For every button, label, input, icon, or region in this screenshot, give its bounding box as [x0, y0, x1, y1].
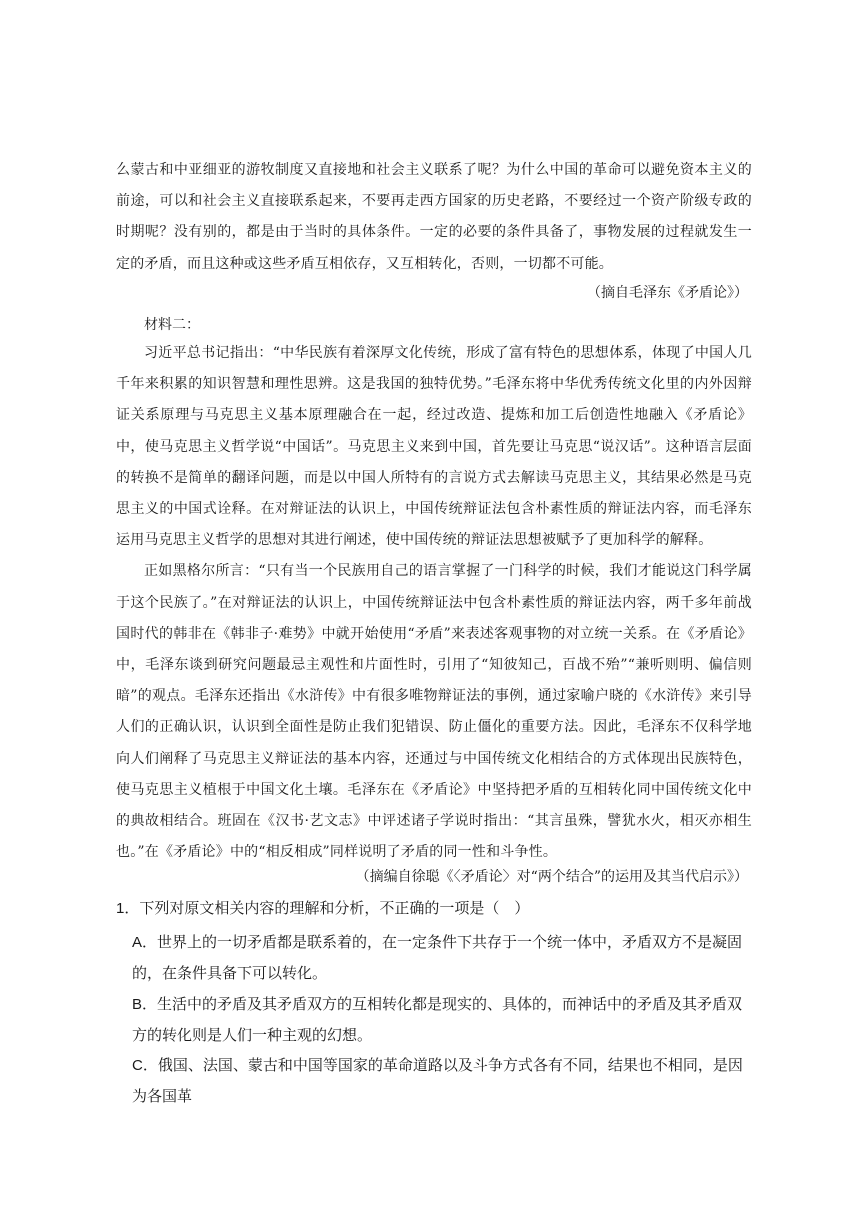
material1-paragraph-end: 么蒙古和中亚细亚的游牧制度又直接地和社会主义联系了呢？为什么中国的革命可以避免资本主义的前途，可以和社会主义直接联系起来，不要再走西方国家的历史老路，不要经过一个资产阶级专政的时期呢？没有别的，都是由于当时的具体条件。一定的必要的条件具备了，事物发展的过程就发生一定的矛盾，而且这种或这些矛盾互相依存，又互相转化，否则，一切都不可能。 [116, 162, 752, 272]
option-a-text: A．世界上的一切矛盾都是联系着的，在一定条件下共存于一个统一体中，矛盾双方不是凝固的，在条件具备下可以转化。 [132, 934, 743, 982]
option-b-text: B．生活中的矛盾及其矛盾双方的互相转化都是现实的、具体的，而神话中的矛盾及其矛盾双方的转化则是人们一种主观的幻想。 [132, 996, 743, 1044]
question-1-option-c[interactable] [132, 1050, 754, 1112]
question-1 [116, 898, 756, 920]
material2-paragraph-1: 习近平总书记指出：“中华民族有着深厚文化传统，形成了富有特色的思想体系，体现了中国人几千年来积累的知识智慧和理性思辨。这是我国的独特优势。”毛泽东将中华优秀传统文化里的内外因辩证关系原理与马克思主义基本原理融合在一起，经过改造、提炼和加工后创造性地融入《矛盾论》中，使马克思主义哲学说“中国话”。马克思主义来到中国，首先要让马克思“说汉话”。这种语言层面的转换不是简单的翻译问题，而是以中国人所特有的言说方式去解读马克思主义，其结果必然是马克思主义的中国式诠释。在对辩证法的认识上，中国传统辩证法包含朴素性质的辩证法内容，而毛泽东运用马克思主义哲学的思想对其进行阐述，使中国传统的辩证法思想被赋予了更加科学的解释。 [116, 345, 752, 549]
material2-section [116, 338, 752, 868]
material1-section [116, 155, 752, 280]
material2-heading: 材料二： [144, 317, 200, 333]
material1-source: （摘自毛泽东《矛盾论》） [587, 285, 748, 301]
question-1-stem: 1．下列对原文相关内容的理解和分析，不正确的一项是（ ） [116, 900, 530, 917]
material2-source: （摘编自徐聪《〈矛盾论〉对“两个结合”的运用及其当代启示》） [355, 869, 748, 885]
question-1-option-a[interactable] [132, 927, 754, 989]
option-c-text: C．俄国、法国、蒙古和中国等国家的革命道路以及斗争方式各有不同，结果也不相同，是因为各国革 [132, 1057, 743, 1105]
question-1-option-b[interactable] [132, 989, 754, 1051]
material2-paragraph-2: 正如黑格尔所言：“只有当一个民族用自己的语言掌握了一门科学的时候，我们才能说这门科学属于这个民族了。”在对辩证法的认识上，中国传统辩证法中包含朴素性质的辩证法内容，两千多年前战国时代的韩非在《韩非子·难势》中就开始使用“矛盾”来表述客观事物的对立统一关系。在《矛盾论》中，毛泽东谈到研究问题最忌主观性和片面性时，引用了“知彼知己，百战不殆”“兼听则明、偏信则暗”的观点。毛泽东还指出《水浒传》中有很多唯物辩证法的事例，通过家喻户晓的《水浒传》来引导人们的正确认识，认识到全面性是防止我们犯错误、防止僵化的重要方法。因此，毛泽东不仅科学地向人们阐释了马克思主义辩证法的基本内容，还通过与中国传统文化相结合的方式体现出民族特色，使马克思主义植根于中国文化土壤。毛泽东在《矛盾论》中坚持把矛盾的互相转化同中国传统文化中的典故相结合。班固在《汉书·艺文志》中评述诸子学说时指出：“其言虽殊，譬犹水火，相灭亦相生也。”在《矛盾论》中的“相反相成”同样说明了矛盾的同一性和斗争性。 [116, 563, 752, 861]
